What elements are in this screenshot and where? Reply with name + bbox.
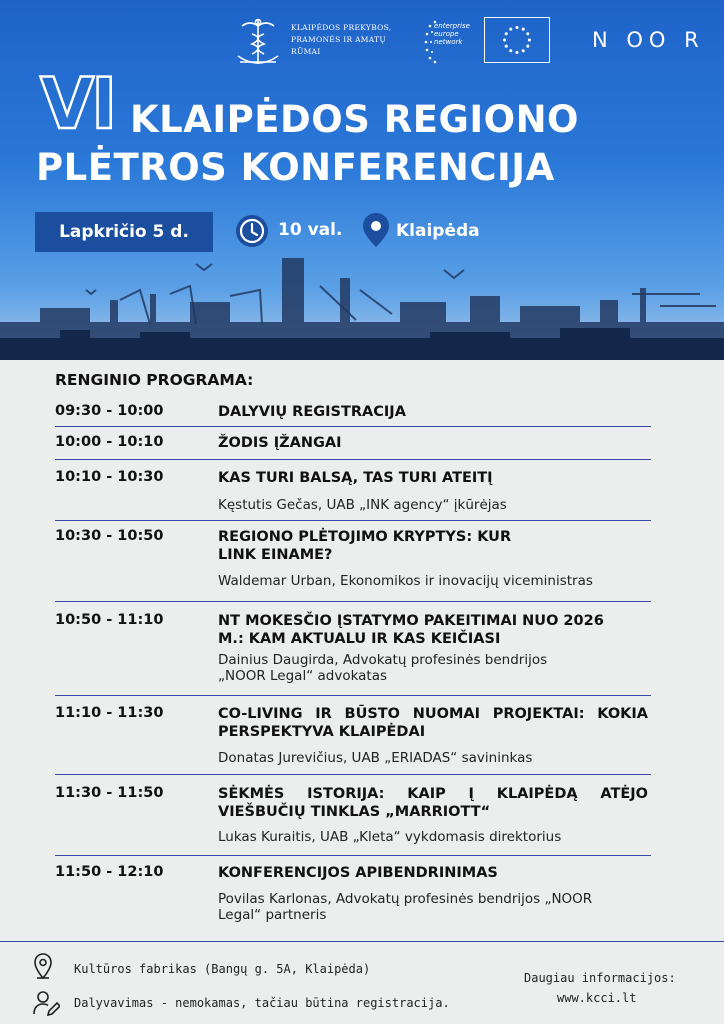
hero-banner — [0, 0, 724, 360]
footer-separator — [0, 941, 724, 942]
item-speaker: Kęstutis Gečas, UAB „INK agency“ įkūrėjas — [218, 497, 507, 513]
item-time: 11:10 - 11:30 — [55, 705, 164, 721]
edition-number: VI — [40, 63, 115, 145]
map-pin-icon — [34, 953, 52, 979]
item-time: 09:30 - 10:00 — [55, 403, 164, 419]
separator — [55, 459, 651, 460]
city-skyline-illustration — [0, 250, 724, 360]
separator — [55, 695, 651, 696]
item-time: 11:50 - 12:10 — [55, 864, 164, 880]
website-link[interactable]: www.kcci.lt — [557, 991, 637, 1005]
item-topic: SĖKMĖS ISTORIJA: KAIP Į KLAIPĖDĄ ATĖJO VIEŠBUČIŲ TINKLAS „MARRIOTT“ — [218, 786, 648, 820]
item-speaker: Lukas Kuraitis, UAB „Kleta“ vykdomasis direktorius — [218, 829, 562, 845]
item-topic: NT MOKESČIO ĮSTATYMO PAKEITIMAI NUO 2026 M.: KAM AKTUALU IR KAS KEIČIASI — [218, 613, 604, 647]
more-info-label: Daugiau informacijos: — [524, 971, 676, 985]
item-time: 10:10 - 10:30 — [55, 469, 164, 485]
venue-text: Kultūros fabrikas (Bangų g. 5A, Klaipėda) — [74, 962, 371, 976]
date-badge: Lapkričio 5 d. — [35, 212, 213, 252]
eu-flag-icon — [484, 17, 550, 63]
separator — [55, 426, 651, 427]
clock-icon — [235, 214, 269, 248]
item-topic: ŽODIS ĮŽANGAI — [218, 435, 342, 451]
separator — [55, 774, 651, 775]
participation-text: Dalyvavimas - nemokamas, tačiau būtina registracija. — [74, 996, 450, 1010]
event-place: Klaipėda — [396, 221, 480, 241]
program-heading: RENGINIO PROGRAMA: — [55, 371, 254, 389]
item-topic: KAS TURI BALSĄ, TAS TURI ATEITĮ — [218, 470, 493, 486]
item-speaker: Povilas Karlonas, Advokatų profesinės bendrijos „NOOR Legal“ partneris — [218, 891, 593, 923]
separator — [55, 601, 651, 602]
item-speaker: Dainius Daugirda, Advokatų profesinės bendrijos „NOOR Legal“ advokatas — [218, 652, 548, 684]
event-time: 10 val. — [278, 220, 343, 240]
title-line-1: KLAIPĖDOS REGIONO — [130, 98, 580, 141]
person-edit-icon — [32, 989, 60, 1017]
separator — [55, 520, 651, 521]
item-time: 10:30 - 10:50 — [55, 528, 164, 544]
item-time: 10:00 - 10:10 — [55, 434, 164, 450]
item-topic: REGIONO PLĖTOJIMO KRYPTYS: KUR LINK EINAME? — [218, 529, 512, 563]
separator — [55, 855, 651, 856]
item-topic: DALYVIŲ REGISTRACIJA — [218, 404, 406, 420]
title-line-2: PLĖTROS KONFERENCIJA — [36, 146, 555, 189]
item-speaker: Waldemar Urban, Ekonomikos ir inovacijų viceministras — [218, 573, 593, 589]
kcci-caduceus-icon — [232, 16, 284, 70]
item-speaker: Donatas Jurevičius, UAB „ERIADAS“ savininkas — [218, 750, 533, 766]
kcci-name: KLAIPĖDOS PREKYBOS, PRAMONĖS IR AMATŲ RŪMAI — [291, 23, 392, 56]
map-pin-icon — [362, 212, 390, 248]
item-topic: KONFERENCIJOS APIBENDRINIMAS — [218, 865, 498, 881]
item-time: 10:50 - 11:10 — [55, 612, 164, 628]
item-time: 11:30 - 11:50 — [55, 785, 164, 801]
een-label: enterprise europe network — [434, 22, 470, 46]
noor-logo: N OO R — [592, 28, 705, 52]
item-topic: CO-LIVING IR BŪSTO NUOMAI PROJEKTAI: KOKIA PERSPEKTYVA KLAIPĖDAI — [218, 706, 648, 740]
